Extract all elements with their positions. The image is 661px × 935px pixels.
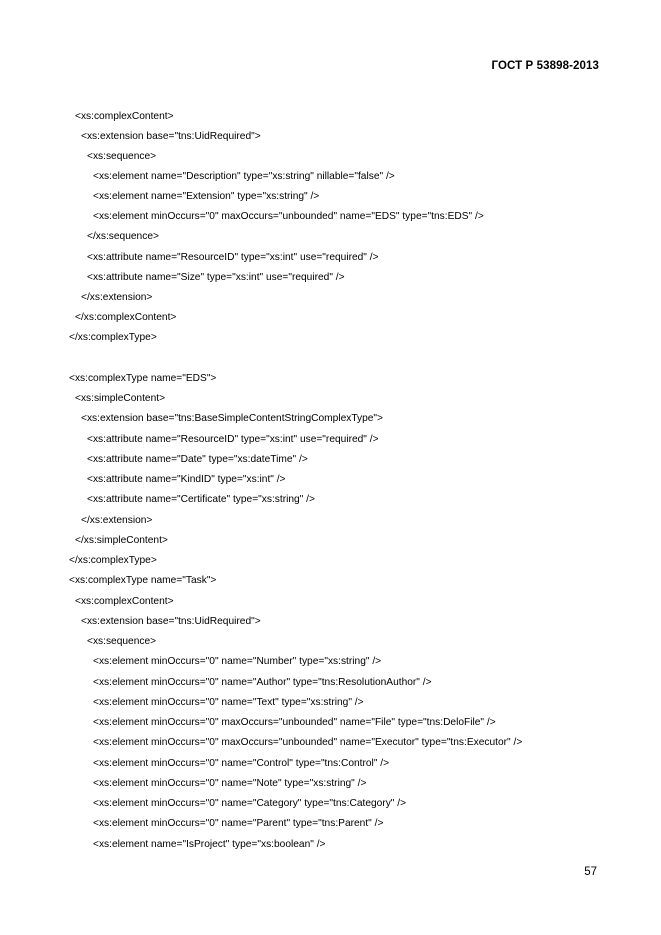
page-number: 57 (584, 866, 597, 878)
code-line: <xs:complexType name="Task"> (69, 575, 217, 586)
code-line: </xs:sequence> (87, 231, 159, 242)
code-line: </xs:simpleContent> (75, 535, 168, 546)
code-line: </xs:extension> (81, 515, 153, 526)
code-line: <xs:complexContent> (75, 111, 174, 122)
code-line: <xs:extension base="tns:UidRequired"> (81, 131, 261, 142)
code-line: <xs:attribute name="KindID" type="xs:int" /> (87, 474, 286, 485)
code-line: <xs:sequence> (87, 636, 157, 647)
code-line: <xs:attribute name="Certificate" type="xs:string" /> (87, 494, 315, 505)
code-line: <xs:element name="Extension" type="xs:string" /> (93, 191, 320, 202)
code-line: <xs:attribute name="Size" type="xs:int" use="required" /> (87, 272, 345, 283)
code-line: <xs:element minOccurs="0" maxOccurs="unbounded" name="EDS" type="tns:EDS" /> (93, 211, 484, 222)
code-line: <xs:attribute name="ResourceID" type="xs:int" use="required" /> (87, 252, 379, 263)
code-line: <xs:element minOccurs="0" name="Parent" type="tns:Parent" /> (93, 818, 384, 829)
code-line: </xs:complexContent> (75, 312, 177, 323)
code-line: <xs:element minOccurs="0" name="Control" type="tns:Control" /> (93, 758, 390, 769)
code-line: </xs:complexType> (69, 555, 157, 566)
code-line: </xs:complexType> (69, 332, 157, 343)
code-line: <xs:element minOccurs="0" name="Author" type="tns:ResolutionAuthor" /> (93, 677, 432, 688)
code-line: <xs:extension base="tns:UidRequired"> (81, 616, 261, 627)
code-line: <xs:element name="IsProject" type="xs:boolean" /> (93, 839, 326, 850)
code-line: <xs:complexContent> (75, 596, 174, 607)
code-line: <xs:simpleContent> (75, 393, 166, 404)
code-line: <xs:element minOccurs="0" maxOccurs="unbounded" name="File" type="tns:DeloFile" /> (93, 717, 496, 728)
document-standard-header: ГОСТ Р 53898-2013 (491, 60, 599, 72)
code-line: <xs:element minOccurs="0" name="Text" type="xs:string" /> (93, 697, 364, 708)
code-line: <xs:extension base="tns:BaseSimpleContentStringComplexType"> (81, 413, 383, 424)
code-line: </xs:extension> (81, 292, 153, 303)
code-line: <xs:attribute name="Date" type="xs:dateTime" /> (87, 454, 308, 465)
code-line: <xs:element minOccurs="0" maxOccurs="unbounded" name="Executor" type="tns:Executor" /> (93, 737, 523, 748)
code-line: <xs:attribute name="ResourceID" type="xs:int" use="required" /> (87, 434, 379, 445)
code-line: <xs:complexType name="EDS"> (69, 373, 217, 384)
code-line: <xs:element name="Description" type="xs:string" nillable="false" /> (93, 171, 395, 182)
code-line: <xs:element minOccurs="0" name="Category" type="tns:Category" /> (93, 798, 407, 809)
code-line: <xs:sequence> (87, 151, 157, 162)
code-line: <xs:element minOccurs="0" name="Number" type="xs:string" /> (93, 656, 382, 667)
code-line: <xs:element minOccurs="0" name="Note" type="xs:string" /> (93, 778, 367, 789)
